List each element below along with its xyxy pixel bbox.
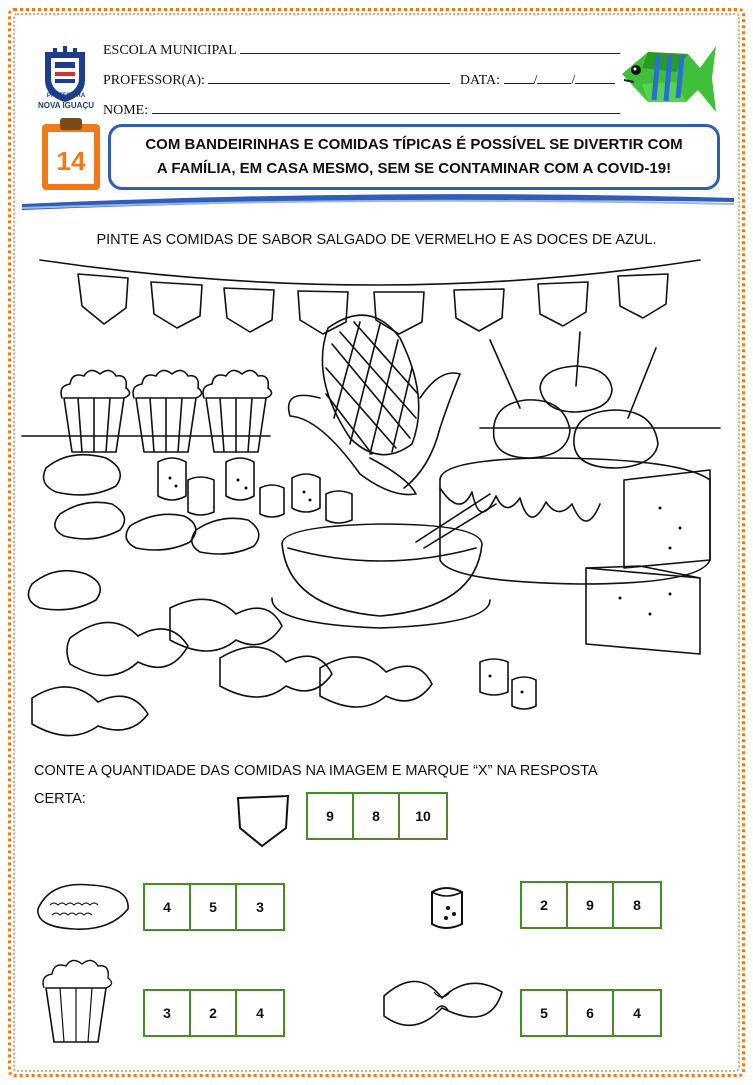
answer-option[interactable]: 10 xyxy=(415,808,431,824)
answer-row-pastries xyxy=(143,883,285,931)
date-separator: / xyxy=(533,73,538,88)
answer-option[interactable]: 8 xyxy=(354,794,400,838)
answer-row-flags xyxy=(306,792,448,840)
answer-option[interactable]: 3 xyxy=(256,899,264,915)
festa-junina-food-illustration xyxy=(20,248,735,748)
activity-number: 14 xyxy=(56,146,86,176)
answer-option[interactable]: 8 xyxy=(633,897,641,913)
clipboard-icon xyxy=(40,118,102,192)
date-day-field[interactable] xyxy=(504,70,534,84)
pastry-icon xyxy=(30,875,138,937)
name-label: NOME: xyxy=(103,103,149,118)
answer-option[interactable]: 2 xyxy=(522,883,568,927)
school-label: ESCOLA MUNICIPAL xyxy=(103,43,237,58)
activity-banner xyxy=(108,124,720,190)
divider-swoosh xyxy=(22,190,734,212)
flag-icon xyxy=(234,792,292,850)
popcorn-icon xyxy=(38,958,114,1046)
date-year-field[interactable] xyxy=(575,70,615,84)
answer-row-marshmallows xyxy=(520,881,662,929)
answer-option[interactable]: 4 xyxy=(145,885,191,929)
answer-option[interactable]: 5 xyxy=(191,885,237,929)
answer-option[interactable]: 6 xyxy=(568,991,614,1035)
teacher-line xyxy=(103,70,615,89)
teacher-field[interactable] xyxy=(208,70,450,84)
paint-instruction: PINTE AS COMIDAS DE SABOR SALGADO DE VERMELHO E AS DOCES DE AZUL. xyxy=(96,232,657,248)
marshmallow-icon xyxy=(424,882,470,934)
answer-option[interactable]: 5 xyxy=(522,991,568,1035)
answer-option[interactable]: 4 xyxy=(633,1005,641,1021)
answer-option[interactable]: 9 xyxy=(568,883,614,927)
logo-caption: PREFEITURA NOVA IGUAÇU xyxy=(38,93,94,110)
count-instruction-line-2: CERTA: xyxy=(34,791,86,807)
date-separator: / xyxy=(571,73,576,88)
candy-icon xyxy=(378,962,508,1038)
answer-option[interactable]: 4 xyxy=(256,1005,264,1021)
answer-row-popcorn xyxy=(143,989,285,1037)
school-field[interactable] xyxy=(240,40,620,54)
banner-line-1: COM BANDEIRINHAS E COMIDAS TÍPICAS É POSSÍVEL SE DIVERTIR COM xyxy=(145,136,683,153)
answer-option[interactable]: 2 xyxy=(191,991,237,1035)
school-line xyxy=(103,40,620,59)
fish-icon xyxy=(618,38,718,116)
answer-row-candies xyxy=(520,989,662,1037)
name-line xyxy=(103,100,620,119)
banner-line-2: A FAMÍLIA, EM CASA MESMO, SEM SE CONTAMINAR COM A COVID-19! xyxy=(156,160,672,177)
answer-option[interactable]: 9 xyxy=(308,794,354,838)
count-instruction-line-1: CONTE A QUANTIDADE DAS COMIDAS NA IMAGEM E MARQUE “X” NA RESPOSTA xyxy=(34,763,598,779)
date-label: DATA: xyxy=(459,73,501,88)
teacher-label: PROFESSOR(A): xyxy=(103,73,205,88)
answer-option[interactable]: 3 xyxy=(145,991,191,1035)
name-field[interactable] xyxy=(152,100,620,114)
date-month-field[interactable] xyxy=(537,70,571,84)
